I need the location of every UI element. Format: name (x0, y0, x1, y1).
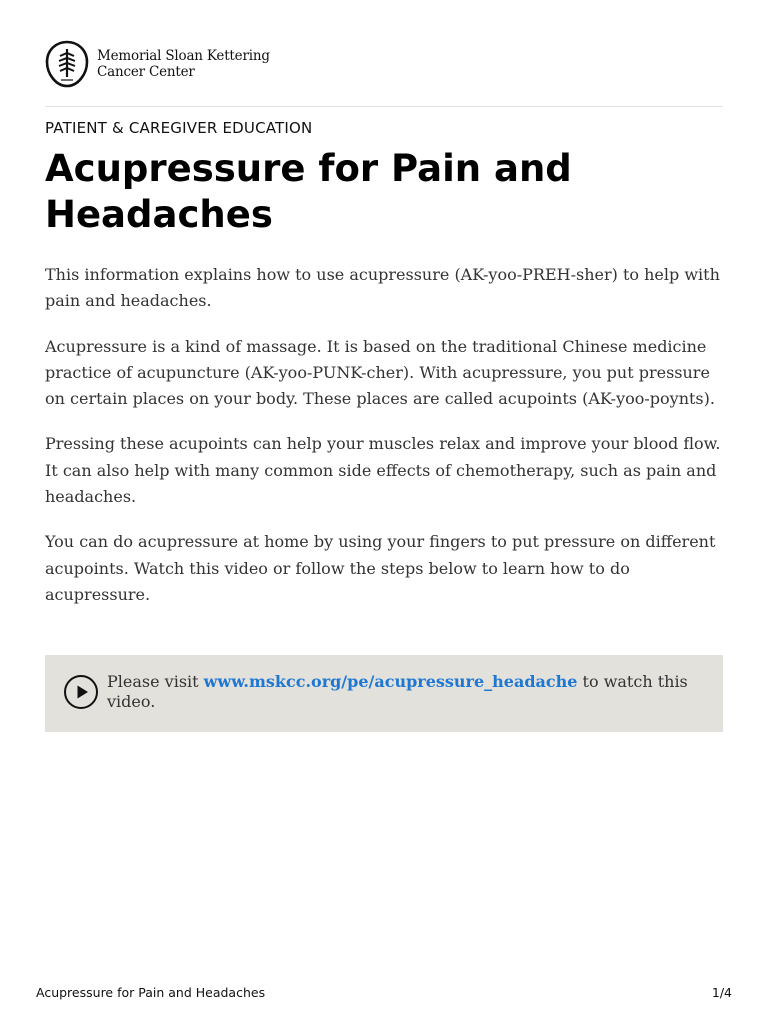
page-title: Acupressure for Pain and Headaches (45, 147, 572, 236)
header-divider (45, 106, 723, 107)
msk-logo-icon (45, 40, 89, 88)
paragraph-intro: This information explains how to use acupressure (AK-yoo-PREH-sher) to help with pain and headaches. (45, 265, 720, 311)
logo-line-1: Memorial Sloan Kettering (97, 48, 270, 64)
video-link[interactable]: www.mskcc.org/pe/acupressure_headache (203, 672, 578, 691)
section-eyebrow: PATIENT & CAREGIVER EDUCATION (45, 119, 313, 137)
paragraph-benefits: Pressing these acupoints can help your muscles relax and improve your blood flow. It can also help with many common side effects of chemotherapy, such as pain and headaches. (45, 434, 721, 507)
logo-wordmark (97, 48, 270, 80)
video-suffix: to watch this video. (107, 672, 688, 711)
paragraph-definition: Acupressure is a kind of massage. It is based on the traditional Chinese medicine practice of acupuncture (AK-yoo-PUNK-cher). With acupressure, you put pressure on certain places on your body. These places are called acupoints (AK-yoo-poynts). (45, 336, 715, 409)
video-callout-text (107, 672, 707, 712)
footer-title: Acupressure for Pain and Headaches (36, 985, 266, 1000)
header (45, 40, 270, 88)
video-callout (45, 655, 723, 732)
paragraph-instructions: You can do acupressure at home by using your fingers to put pressure on different acupoints. Watch this video or follow the steps below to learn how to do acupressure. (45, 532, 716, 604)
page-number: 1/4 (711, 985, 732, 1000)
body-content (45, 262, 725, 627)
play-circle-icon[interactable] (63, 674, 99, 710)
logo-line-2: Cancer Center (97, 64, 195, 80)
video-prefix: Please visit (107, 672, 204, 691)
